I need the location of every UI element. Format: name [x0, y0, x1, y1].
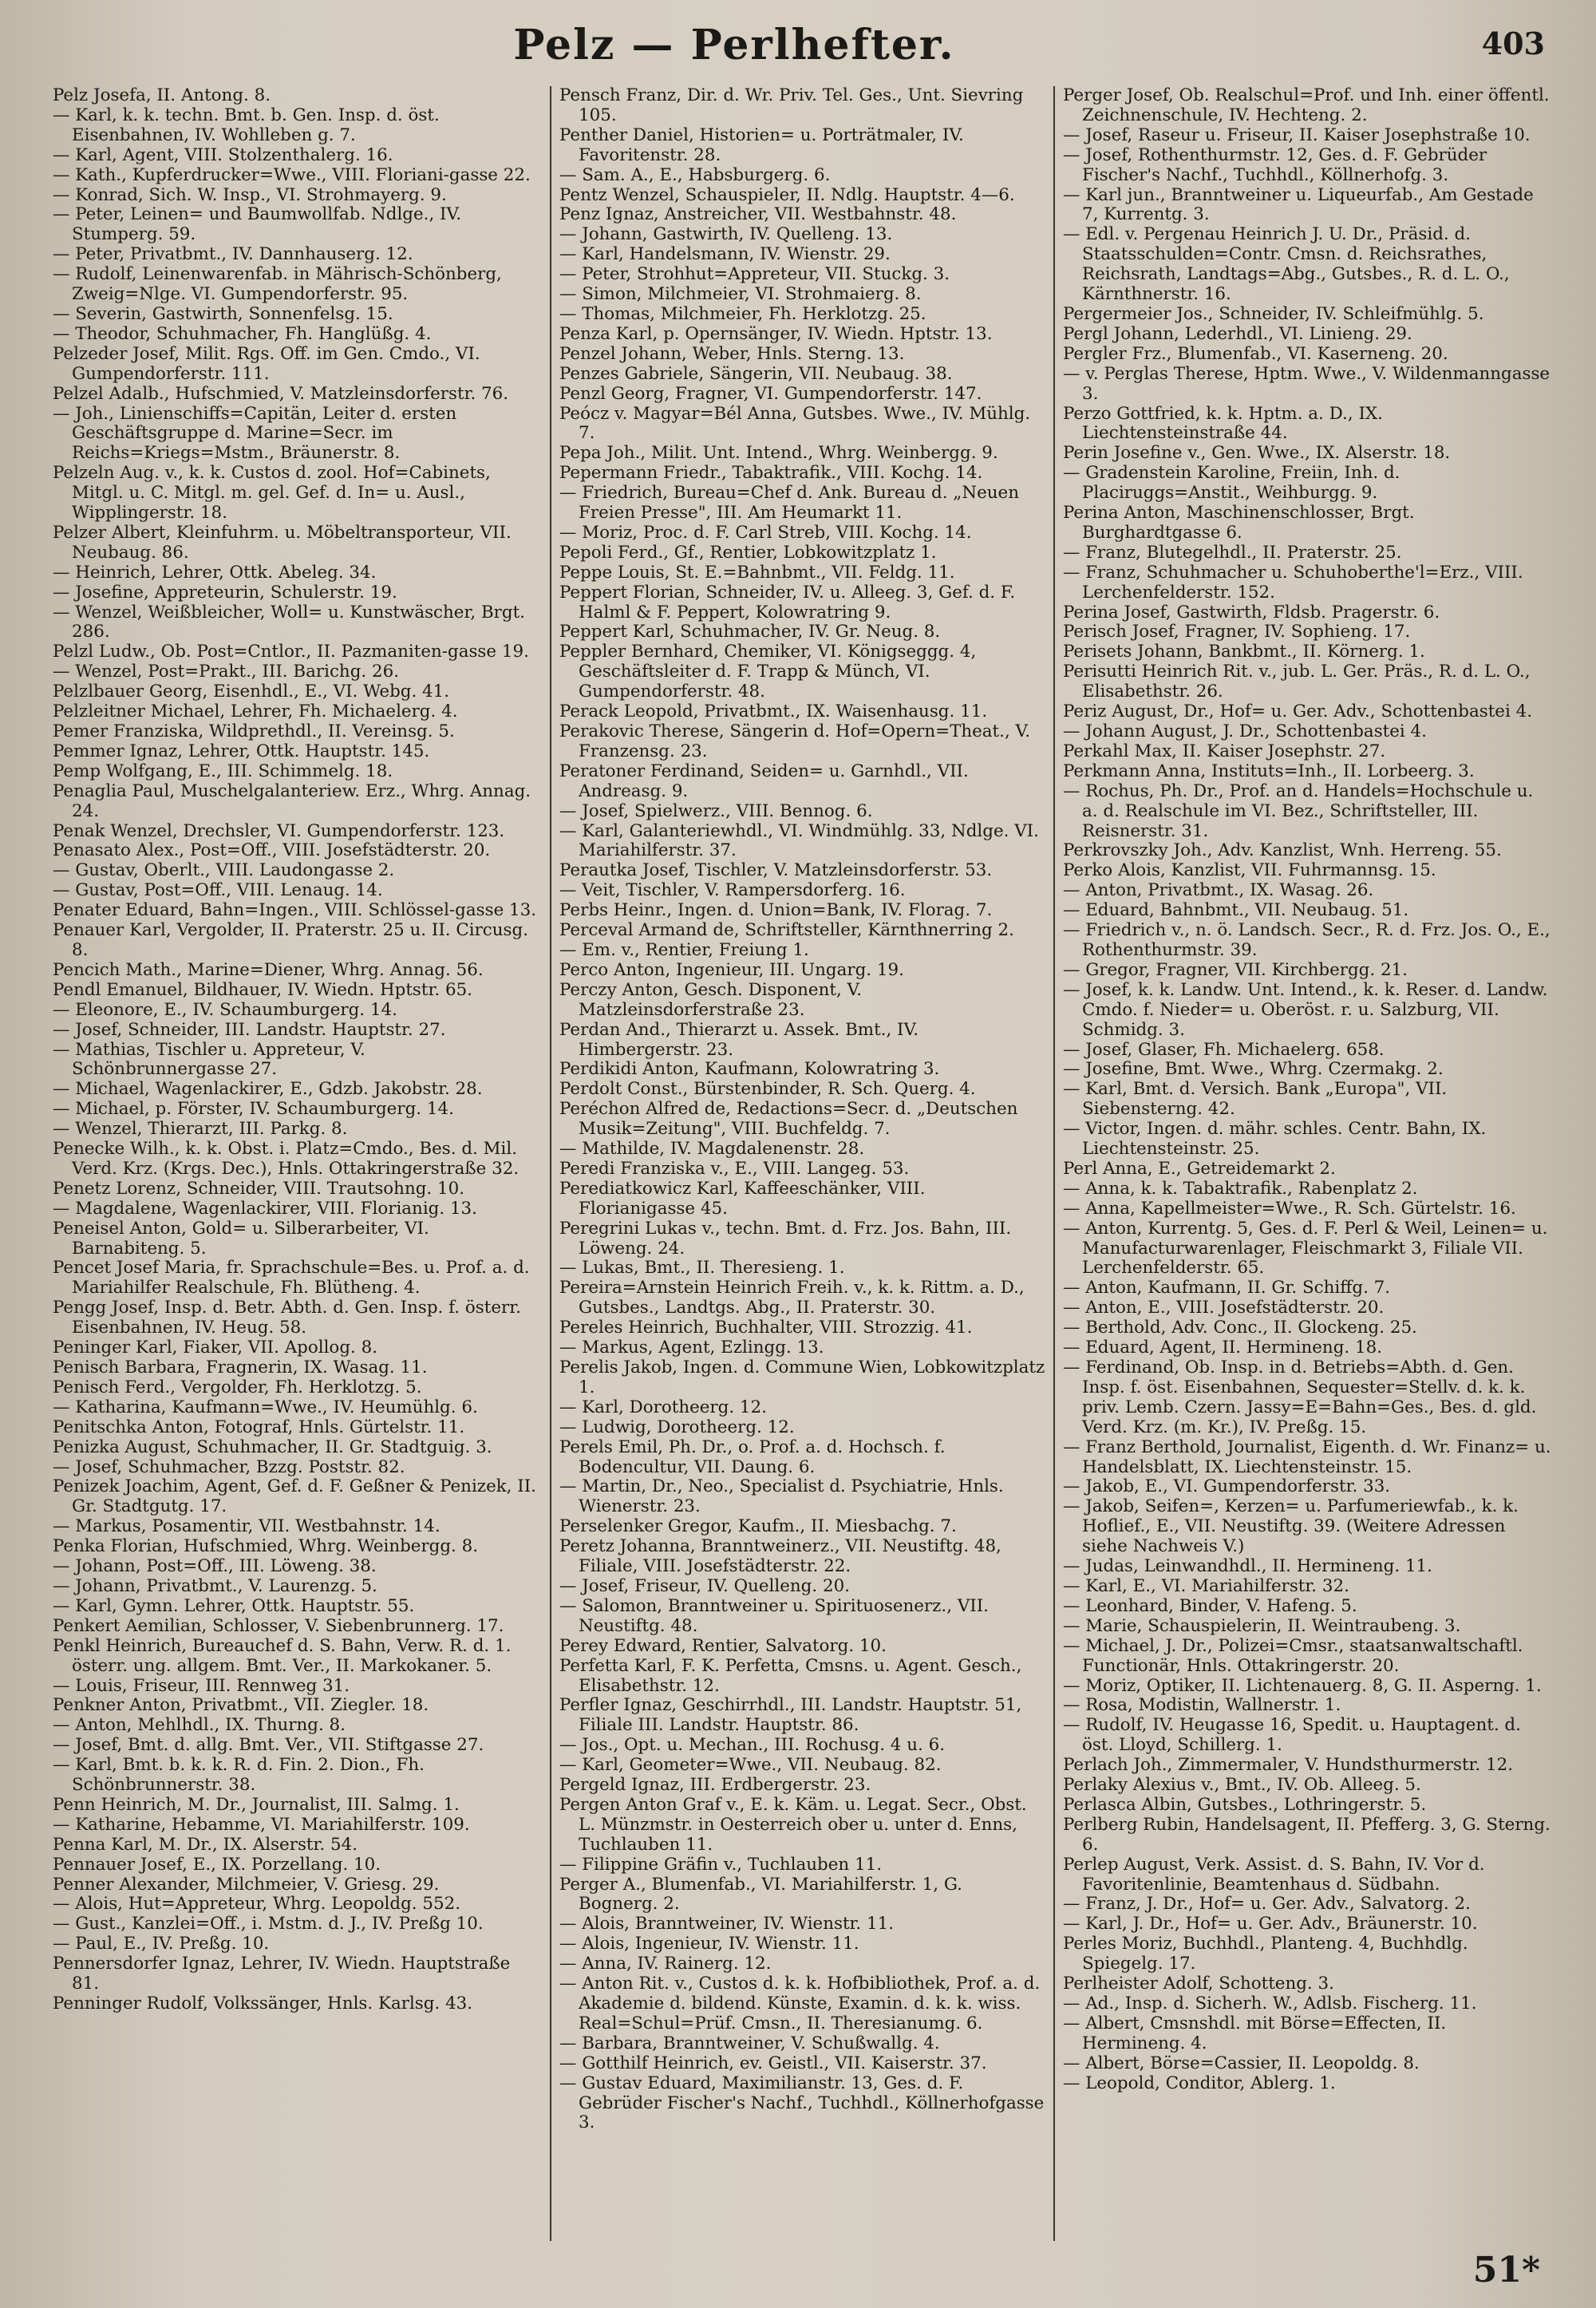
- directory-entry: Pencich Math., Marine=Diener, Whrg. Annag. 56.: [53, 959, 484, 980]
- directory-entry: Perlheister Adolf, Schotteng. 3.: [1063, 1974, 1334, 1994]
- directory-entry: Pendl Emanuel, Bildhauer, IV. Wiedn. Hptstr. 65.: [53, 979, 472, 1000]
- directory-entry: — Karl, Gymn. Lehrer, Ottk. Hauptstr. 55.: [53, 1595, 415, 1616]
- directory-entry: — Franz, Schuhmacher u. Schuhoberthe'l=Erz., VIII. Lerchenfelderstr. 152.: [1063, 562, 1523, 603]
- directory-entry: Perl Anna, E., Getreidemarkt 2.: [1063, 1158, 1336, 1179]
- directory-entry: Perlberg Rubin, Handelsagent, II. Pfefferg. 3, G. Sterng. 6.: [1063, 1814, 1551, 1855]
- directory-entry: Pergl Johann, Lederhdl., VI. Linieng. 29.: [1063, 323, 1412, 344]
- directory-entry: Perczy Anton, Gesch. Disponent, V. Matzleinsdorferstraße 23.: [559, 979, 863, 1020]
- directory-entry: — Salomon, Branntweiner u. Spirituosenerz., VII. Neustiftg. 48.: [559, 1595, 989, 1636]
- directory-entry: Perlach Joh., Zimmermaler, V. Hundsthurmerstr. 12.: [1063, 1755, 1514, 1776]
- directory-entry: Perlaky Alexius v., Bmt., IV. Ob. Alleeg. 5.: [1063, 1775, 1421, 1796]
- directory-entry: Peredi Franziska v., E., VIII. Langeg. 53.: [559, 1158, 910, 1179]
- directory-entry: Peninger Karl, Fiaker, VII. Apollog. 8.: [53, 1338, 378, 1358]
- directory-entry: Pelzlbauer Georg, Eisenhdl., E., VI. Webg. 41.: [53, 682, 450, 702]
- directory-entry: — Franz, J. Dr., Hof= u. Ger. Adv., Salvatorg. 2.: [1063, 1894, 1471, 1915]
- directory-entry: — Martin, Dr., Neo., Specialist d. Psychiatrie, Hnls. Wienerstr. 23.: [559, 1476, 1004, 1517]
- directory-entry: — Peter, Privatbmt., IV. Dannhauserg. 12.: [53, 244, 413, 265]
- directory-columns: [45, 86, 1561, 2241]
- directory-entry: Penninger Rudolf, Volkssänger, Hnls. Karlsg. 43.: [53, 1994, 473, 2014]
- directory-entry: — Leopold, Conditor, Ablerg. 1.: [1063, 2073, 1336, 2093]
- page-number: 403: [1481, 26, 1545, 61]
- sheet-signature: 51*: [1472, 2250, 1540, 2290]
- directory-entry: — Eduard, Bahnbmt., VII. Neubaug. 51.: [1063, 900, 1409, 921]
- directory-entry: Perco Anton, Ingenieur, III. Ungarg. 19.: [559, 959, 904, 980]
- directory-entry: Penz Ignaz, Anstreicher, VII. Westbahnstr. 48.: [559, 204, 957, 225]
- directory-entry: — Thomas, Milchmeier, Fh. Herklotzg. 25.: [559, 303, 926, 324]
- directory-entry: — Severin, Gastwirth, Sonnenfelsg. 15.: [53, 303, 393, 324]
- directory-entry: — Friedrich v., n. ö. Landsch. Secr., R. d. Frz. Jos. O., E., Rothenthurmstr. 39.: [1063, 920, 1551, 960]
- directory-entry: — Karl, E., VI. Mariahilferstr. 32.: [1063, 1575, 1349, 1596]
- directory-entry: — Gustav Eduard, Maximilianstr. 13, Ges. d. F. Gebrüder Fischer's Nachf., Tuchhdl., Köllnerhofgasse 3.: [559, 2073, 1045, 2133]
- directory-entry: Penater Eduard, Bahn=Ingen., VIII. Schlössel-gasse 13.: [53, 900, 537, 921]
- directory-entry: — Josefine, Appreteurin, Schulerstr. 19.: [53, 582, 397, 603]
- directory-entry: Perfetta Karl, F. K. Perfetta, Cmsns. u. Agent. Gesch., Elisabethstr. 12.: [559, 1655, 1022, 1696]
- directory-entry: Penn Heinrich, M. Dr., Journalist, III. Salmg. 1.: [53, 1794, 460, 1815]
- directory-entry: Peppert Florian, Schneider, IV. u. Alleeg. 3, Gef. d. F. Halml & F. Peppert, Kolowratring 9.: [559, 582, 1016, 622]
- directory-entry: Penka Florian, Hufschmied, Whrg. Weinbergg. 8.: [53, 1536, 479, 1557]
- directory-entry: — Kath., Kupferdrucker=Wwe., VIII. Floriani-gasse 22.: [53, 164, 531, 185]
- directory-entry: — Judas, Leinwandhdl., II. Hermineng. 11.: [1063, 1556, 1432, 1577]
- directory-entry: Pelz Josefa, II. Antong. 8.: [53, 86, 271, 105]
- directory-entry: Pennersdorfer Ignaz, Lehrer, IV. Wiedn. Hauptstraße 81.: [53, 1954, 511, 1994]
- directory-entry: Penkert Aemilian, Schlosser, V. Siebenbrunnerg. 17.: [53, 1615, 504, 1636]
- directory-entry: — Josef, Schuhmacher, Bzzg. Poststr. 82.: [53, 1456, 405, 1477]
- directory-entry: Pennauer Josef, E., IX. Porzellang. 10.: [53, 1854, 381, 1875]
- directory-entry: Perbs Heinr., Ingen. d. Union=Bank, IV. Florag. 7.: [559, 900, 993, 921]
- directory-entry: — Josefine, Bmt. Wwe., Whrg. Czermakg. 2.: [1063, 1059, 1444, 1080]
- directory-entry: — Alois, Hut=Appreteur, Whrg. Leopoldg. 552.: [53, 1894, 460, 1915]
- directory-entry: Peócz v. Magyar=Bél Anna, Gutsbes. Wwe., IV. Mühlg. 7.: [559, 403, 1031, 444]
- directory-entry: Pepoli Ferd., Gf., Rentier, Lobkowitzplatz 1.: [559, 542, 937, 563]
- directory-entry: Perisch Josef, Fragner, IV. Sophieng. 17.: [1063, 622, 1411, 642]
- directory-entry: — Josef, Schneider, III. Landstr. Hauptstr. 27.: [53, 1019, 446, 1040]
- directory-entry: — Jos., Opt. u. Mechan., III. Rochusg. 4 u. 6.: [559, 1735, 945, 1756]
- column-right: [1055, 86, 1560, 2241]
- directory-entry: Penizek Joachim, Agent, Gef. d. F. Geßner & Penizek, II. Gr. Stadtgutg. 17.: [53, 1476, 536, 1517]
- directory-entry: Peppler Bernhard, Chemiker, VI. Königseggg. 4, Geschäftsleiter d. F. Trapp & Münch, VI. Gumpendorferstr. 48.: [559, 642, 977, 702]
- directory-entry: Penzel Johann, Weber, Hnls. Sterng. 13.: [559, 343, 905, 364]
- directory-entry: — Anna, IV. Rainerg. 12.: [559, 1954, 772, 1974]
- directory-entry: — Wenzel, Weißbleicher, Woll= u. Kunstwäscher, Brgt. 286.: [53, 602, 525, 642]
- directory-entry: — Markus, Posamentir, VII. Westbahnstr. 14.: [53, 1516, 440, 1537]
- directory-entry: — Josef, k. k. Landw. Unt. Intend., k. k. Reser. d. Landw. Cmdo. f. Nieder= u. Oberöst. r. u. Salzburg, VII. Schmidg. 3.: [1063, 979, 1548, 1040]
- directory-entry: Penther Daniel, Historien= u. Porträtmaler, IV. Favoritenstr. 28.: [559, 124, 964, 165]
- directory-entry: Penaglia Paul, Muschelgalanteriew. Erz., Whrg. Annag. 24.: [53, 781, 531, 821]
- directory-entry: Peretz Johanna, Branntweinerz., VII. Neustiftg. 48, Filiale, VIII. Josefstädterstr. 22.: [559, 1536, 1001, 1577]
- directory-entry: Perselenker Gregor, Kaufm., II. Miesbachg. 7.: [559, 1516, 957, 1537]
- directory-entry: Perakovic Therese, Sängerin d. Hof=Opern=Theat., V. Franzensg. 23.: [559, 721, 1031, 761]
- directory-entry: — Rosa, Modistin, Wallnerstr. 1.: [1063, 1695, 1341, 1716]
- directory-entry: — Veit, Tischler, V. Rampersdorferg. 16.: [559, 880, 906, 901]
- directory-entry: Pepermann Friedr., Tabaktrafik., VIII. Kochg. 14.: [559, 463, 983, 484]
- directory-entry: Perina Anton, Maschinenschlosser, Brgt. Burghardtgasse 6.: [1063, 503, 1415, 543]
- directory-entry: — Barbara, Branntweiner, V. Schußwallg. 4.: [559, 2033, 940, 2053]
- directory-entry: — Theodor, Schuhmacher, Fh. Hanglüßg. 4.: [53, 323, 432, 344]
- directory-entry: Perfler Ignaz, Geschirrhdl., III. Landstr. Hauptstr. 51, Filiale III. Landstr. Hauptstr. 86.: [559, 1695, 1022, 1736]
- directory-entry: — Gregor, Fragner, VII. Kirchbergg. 21.: [1063, 959, 1408, 980]
- directory-entry: — Katharina, Kaufmann=Wwe., IV. Heumühlg. 6.: [53, 1397, 478, 1417]
- directory-entry: Penitschka Anton, Fotograf, Hnls. Gürtelstr. 11.: [53, 1417, 465, 1437]
- directory-entry: — Albert, Cmsnshdl. mit Börse=Effecten, II. Hermineng. 4.: [1063, 2013, 1447, 2053]
- directory-entry: — Anna, Kapellmeister=Wwe., R. Sch. Gürtelstr. 16.: [1063, 1198, 1516, 1219]
- page-title: Pelz — Perlhefter.: [513, 21, 955, 69]
- directory-entry: — Ludwig, Dorotheerg. 12.: [559, 1417, 795, 1437]
- directory-entry: — Karl, Handelsmann, IV. Wienstr. 29.: [559, 244, 891, 265]
- directory-entry: — Josef, Glaser, Fh. Michaelerg. 658.: [1063, 1039, 1385, 1060]
- directory-entry: — Anna, k. k. Tabaktrafik., Rabenplatz 2.: [1063, 1178, 1418, 1199]
- directory-entry: — Karl, k. k. techn. Bmt. b. Gen. Insp. d. öst. Eisenbahnen, IV. Wohlleben g. 7.: [53, 105, 440, 145]
- directory-entry: Pengg Josef, Insp. d. Betr. Abth. d. Gen. Insp. f. österr. Eisenbahnen, IV. Heug. 58.: [53, 1298, 521, 1338]
- directory-entry: Pergeld Ignaz, III. Erdbergerstr. 23.: [559, 1775, 871, 1796]
- directory-entry: — Alois, Ingenieur, IV. Wienstr. 11.: [559, 1934, 859, 1954]
- directory-entry: — Ferdinand, Ob. Insp. in d. Betriebs=Abth. d. Gen. Insp. f. öst. Eisenbahnen, Sequester=Stellv. d. k. k. priv. Lemb. Czern. Jassy=E=Bahn=Ges., Bes. d. gld. Verd. Krz. (m. Kr.), IV. Preßg. 15.: [1063, 1358, 1537, 1437]
- directory-entry: Perisets Johann, Bankbmt., II. Körnerg. 1.: [1063, 642, 1425, 662]
- directory-entry: Pergermeier Jos., Schneider, IV. Schleifmühlg. 5.: [1063, 303, 1484, 324]
- directory-entry: Peneisel Anton, Gold= u. Silberarbeiter, VI. Barnabiteng. 5.: [53, 1218, 429, 1259]
- directory-entry: — Peter, Leinen= und Baumwollfab. Ndlge., IV. Stumperg. 59.: [53, 204, 462, 245]
- directory-entry: — Mathilde, IV. Magdalenenstr. 28.: [559, 1139, 865, 1160]
- directory-entry: — Rochus, Ph. Dr., Prof. an d. Handels=Hochschule u. a. d. Realschule im VI. Bez., Schriftsteller, III. Reisnerstr. 31.: [1063, 781, 1534, 841]
- directory-entry: — Anton Rit. v., Custos d. k. k. Hofbibliothek, Prof. a. d. Akademie d. bildend. Künste, Examin. d. k. k. wiss. Real=Schul=Prüf. Cmsn., II. Theresianumg. 6.: [559, 1974, 1041, 2033]
- directory-entry: — Karl, Galanteriewhdl., VI. Windmühlg. 33, Ndlge. VI. Mariahilferstr. 37.: [559, 820, 1039, 861]
- directory-entry: — Gust., Kanzlei=Off., i. Mstm. d. J., IV. Preßg 10.: [53, 1914, 484, 1935]
- directory-entry: Perdolt Const., Bürstenbinder, R. Sch. Querg. 4.: [559, 1079, 976, 1100]
- directory-entry: Peréchon Alfred de, Redactions=Secr. d. „Deutschen Musik=Zeitung", VIII. Buchfeldg. 7.: [559, 1099, 1018, 1140]
- directory-entry: Perkahl Max, II. Kaiser Josephstr. 27.: [1063, 741, 1386, 761]
- directory-entry: — Simon, Milchmeier, VI. Strohmaierg. 8.: [559, 284, 922, 305]
- directory-entry: Pelzel Adalb., Hufschmied, V. Matzleinsdorferstr. 76.: [53, 383, 509, 404]
- directory-entry: Perkrovszky Joh., Adv. Kanzlist, Wnh. Herreng. 55.: [1063, 840, 1502, 861]
- directory-entry: Perels Emil, Ph. Dr., o. Prof. a. d. Hochsch. f. Bodencultur, VII. Daung. 6.: [559, 1437, 946, 1477]
- directory-entry: — Konrad, Sich. W. Insp., VI. Strohmayerg. 9.: [53, 184, 447, 205]
- directory-entry: — Anton, Privatbmt., IX. Wasag. 26.: [1063, 880, 1374, 901]
- directory-entry: Perko Alois, Kanzlist, VII. Fuhrmannsg. 15.: [1063, 860, 1436, 881]
- column-middle: [550, 86, 1055, 2241]
- directory-entry: — Ad., Insp. d. Sicherh. W., Adlsb. Fischerg. 11.: [1063, 1994, 1477, 2014]
- directory-entry: Perey Edward, Rentier, Salvatorg. 10.: [559, 1635, 887, 1656]
- directory-entry: — Johann, Post=Off., III. Löweng. 38.: [53, 1556, 377, 1577]
- directory-entry: — Peter, Strohhut=Appreteur, VII. Stuckg. 3.: [559, 264, 950, 285]
- directory-entry: — Berthold, Adv. Conc., II. Glockeng. 25.: [1063, 1318, 1417, 1338]
- directory-entry: Perlep August, Verk. Assist. d. S. Bahn, IV. Vor d. Favoritenlinie, Beamtenhaus d. Südbahn.: [1063, 1854, 1485, 1895]
- directory-entry: Pelzeln Aug. v., k. k. Custos d. zool. Hof=Cabinets, Mitgl. u. C. Mitgl. m. gel. Gef. d. In= u. Ausl., Wipplingerstr. 18.: [53, 463, 491, 524]
- directory-entry: — Anton, Kaufmann, II. Gr. Schiffg. 7.: [1063, 1278, 1391, 1298]
- directory-entry: Perelis Jakob, Ingen. d. Commune Wien, Lobkowitzplatz 1.: [559, 1358, 1045, 1397]
- directory-entry: — Friedrich, Bureau=Chef d. Ank. Bureau d. „Neuen Freien Presse", III. Am Heumarkt 11.: [559, 483, 1019, 524]
- directory-entry: — Alois, Branntweiner, IV. Wienstr. 11.: [559, 1914, 895, 1935]
- directory-entry: — Em. v., Rentier, Freiung 1.: [559, 939, 809, 960]
- directory-entry: Penisch Ferd., Vergolder, Fh. Herklotzg. 5.: [53, 1377, 422, 1397]
- directory-entry: — Eleonore, E., IV. Schaumburgerg. 14.: [53, 999, 397, 1020]
- directory-entry: Peratoner Ferdinand, Seiden= u. Garnhdl., VII. Andreasg. 9.: [559, 761, 969, 801]
- directory-entry: Penza Karl, p. Opernsänger, IV. Wiedn. Hptstr. 13.: [559, 323, 993, 344]
- directory-entry: Perdan And., Thierarzt u. Assek. Bmt., IV. Himbergerstr. 23.: [559, 1019, 919, 1060]
- directory-entry: — Gustav, Oberlt., VIII. Laudongasse 2.: [53, 860, 395, 881]
- directory-entry: Perceval Armand de, Schriftsteller, Kärnthnerring 2.: [559, 920, 1014, 941]
- directory-entry: Pergler Frz., Blumenfab., VI. Kaserneng. 20.: [1063, 343, 1448, 364]
- directory-entry: Perkmann Anna, Instituts=Inh., II. Lorbeerg. 3.: [1063, 761, 1475, 781]
- directory-entry: Penasato Alex., Post=Off., VIII. Josefstädterstr. 20.: [53, 840, 491, 861]
- directory-entry: — Josef, Raseur u. Friseur, II. Kaiser Josephstraße 10.: [1063, 124, 1531, 145]
- directory-entry: Periz August, Dr., Hof= u. Ger. Adv., Schottenbastei 4.: [1063, 701, 1533, 722]
- directory-entry: — Franz, Blutegelhdl., II. Praterstr. 25.: [1063, 542, 1402, 563]
- directory-entry: Perina Josef, Gastwirth, Fldsb. Pragerstr. 6.: [1063, 602, 1440, 622]
- directory-entry: Pentz Wenzel, Schauspieler, II. Ndlg. Hauptstr. 4—6.: [559, 184, 1015, 205]
- directory-entry: Pemp Wolfgang, E., III. Schimmelg. 18.: [53, 761, 393, 781]
- column-left: [45, 86, 550, 2241]
- directory-entry: — Wenzel, Thierarzt, III. Parkg. 8.: [53, 1119, 348, 1140]
- directory-entry: Penecke Wilh., k. k. Obst. i. Platz=Cmdo., Bes. d. Mil. Verd. Krz. (Krgs. Dec.), Hnls. Ottakringerstraße 32.: [53, 1139, 519, 1179]
- directory-entry: — Leonhard, Binder, V. Hafeng. 5.: [1063, 1595, 1357, 1616]
- directory-entry: — Victor, Ingen. d. mähr. schles. Centr. Bahn, IX. Liechtensteinstr. 25.: [1063, 1119, 1487, 1160]
- directory-entry: — Heinrich, Lehrer, Ottk. Abeleg. 34.: [53, 562, 377, 583]
- directory-entry: Pelzl Ludw., Ob. Post=Cntlor., II. Pazmaniten-gasse 19.: [53, 642, 529, 662]
- directory-entry: — Albert, Börse=Cassier, II. Leopoldg. 8.: [1063, 2053, 1420, 2073]
- directory-entry: — Johann, Gastwirth, IV. Quelleng. 13.: [559, 224, 893, 245]
- directory-entry: Perles Moriz, Buchhdl., Planteng. 4, Buchhdlg. Spiegelg. 17.: [1063, 1934, 1468, 1974]
- directory-entry: — Karl, J. Dr., Hof= u. Ger. Adv., Bräunerstr. 10.: [1063, 1914, 1478, 1935]
- directory-entry: — Sam. A., E., Habsburgerg. 6.: [559, 164, 831, 185]
- directory-entry: — Gustav, Post=Off., VIII. Lenaug. 14.: [53, 880, 383, 901]
- directory-entry: — Karl, Dorotheerg. 12.: [559, 1397, 767, 1417]
- directory-entry: Perin Josefine v., Gen. Wwe., IX. Alserstr. 18.: [1063, 443, 1451, 464]
- directory-entry: — Franz Berthold, Journalist, Eigenth. d. Wr. Finanz= u. Handelsblatt, IX. Liechtensteinstr. 15.: [1063, 1437, 1551, 1477]
- directory-entry: Pereira=Arnstein Heinrich Freih. v., k. k. Rittm. a. D., Gutsbes., Landtgs. Abg., II. Praterstr. 30.: [559, 1278, 1025, 1318]
- directory-entry: Penzl Georg, Fragner, VI. Gumpendorferstr. 147.: [559, 383, 982, 404]
- directory-entry: — Michael, J. Dr., Polizei=Cmsr., staatsanwaltschaftl. Functionär, Hnls. Ottakringerstr. 20.: [1063, 1635, 1523, 1676]
- directory-entry: — Gradenstein Karoline, Freiin, Inh. d. Placiruggs=Anstit., Weihburgg. 9.: [1063, 463, 1400, 504]
- directory-entry: — Katharine, Hebamme, VI. Mariahilferstr. 109.: [53, 1814, 470, 1835]
- directory-entry: Pelzeder Josef, Milit. Rgs. Off. im Gen. Cmdo., VI. Gumpendorferstr. 111.: [53, 343, 480, 384]
- directory-entry: Penzes Gabriele, Sängerin, VII. Neubaug. 38.: [559, 363, 953, 384]
- directory-entry: Pelzleitner Michael, Lehrer, Fh. Michaelerg. 4.: [53, 701, 458, 722]
- directory-entry: — Josef, Spielwerz., VIII. Bennog. 6.: [559, 800, 873, 821]
- directory-entry: Perger A., Blumenfab., VI. Mariahilferstr. 1, G. Bognerg. 2.: [559, 1874, 962, 1915]
- directory-entry: — Johann August, J. Dr., Schottenbastei 4.: [1063, 721, 1427, 741]
- directory-entry: — Jakob, E., VI. Gumpendorferstr. 33.: [1063, 1476, 1391, 1497]
- directory-entry: — Paul, E., IV. Preßg. 10.: [53, 1934, 270, 1954]
- directory-entry: — Lukas, Bmt., II. Theresieng. 1.: [559, 1258, 845, 1278]
- directory-entry: Penkner Anton, Privatbmt., VII. Ziegler. 18.: [53, 1695, 429, 1716]
- directory-entry: Perlasca Albin, Gutsbes., Lothringerstr. 5.: [1063, 1794, 1427, 1815]
- directory-entry: — Karl, Geometer=Wwe., VII. Neubaug. 82.: [559, 1755, 942, 1776]
- directory-entry: — Moriz, Optiker, II. Lichtenauerg. 8, G. II. Asperng. 1.: [1063, 1675, 1542, 1696]
- directory-entry: — Anton, Mehlhdl., IX. Thurng. 8.: [53, 1715, 346, 1736]
- directory-entry: Penak Wenzel, Drechsler, VI. Gumpendorferstr. 123.: [53, 820, 505, 841]
- directory-entry: Perdikidi Anton, Kaufmann, Kolowratring 3.: [559, 1059, 940, 1080]
- directory-entry: Pelzer Albert, Kleinfuhrm. u. Möbeltransporteur, VII. Neubaug. 86.: [53, 522, 512, 563]
- directory-entry: — Josef, Rothenthurmstr. 12, Ges. d. F. Gebrüder Fischer's Nachf., Tuchhdl., Köllnerhofg. 3.: [1063, 144, 1487, 185]
- directory-entry: — v. Perglas Therese, Hptm. Wwe., V. Wildenmanngasse 3.: [1063, 363, 1551, 404]
- directory-entry: — Magdalene, Wagenlackirer, VIII. Florianig. 13.: [53, 1198, 477, 1219]
- directory-entry: — Karl, Bmt. d. Versich. Bank „Europa", VII. Siebensterng. 42.: [1063, 1079, 1448, 1120]
- directory-entry: — Rudolf, Leinenwarenfab. in Mährisch-Schönberg, Zweig=Nlge. VI. Gumpendorferstr. 95.: [53, 264, 502, 305]
- directory-entry: Pencet Josef Maria, fr. Sprachschule=Bes. u. Prof. a. d. Mariahilfer Realschule, Fh. Blütheng. 4.: [53, 1258, 530, 1298]
- directory-entry: — Marie, Schauspielerin, II. Weintraubeng. 3.: [1063, 1615, 1461, 1636]
- directory-entry: — Edl. v. Pergenau Heinrich J. U. Dr., Präsid. d. Staatsschulden=Contr. Cmsn. d. Reichsrathes, Reichsrath, Landtags=Abg., Gutsbes., R. d. L. O., Kärnthnerstr. 16.: [1063, 224, 1510, 305]
- directory-entry: — Karl, Bmt. b. k. k. R. d. Fin. 2. Dion., Fh. Schönbrunnerstr. 38.: [53, 1755, 425, 1796]
- directory-entry: — Wenzel, Post=Prakt., III. Barichg. 26.: [53, 662, 400, 682]
- directory-entry: — Jakob, Seifen=, Kerzen= u. Parfumeriewfab., k. k. Hoflief., E., VII. Neustiftg. 39. (Weitere Adressen siehe Nachweis V.): [1063, 1496, 1519, 1557]
- directory-entry: — Karl jun., Branntweiner u. Liqueurfab., Am Gestade 7, Kurrentg. 3.: [1063, 184, 1534, 225]
- directory-entry: — Michael, Wagenlackirer, E., Gdzb. Jakobstr. 28.: [53, 1079, 483, 1100]
- directory-entry: Pereles Heinrich, Buchhalter, VIII. Strozzig. 41.: [559, 1318, 973, 1338]
- directory-entry: — Gotthilf Heinrich, ev. Geistl., VII. Kaiserstr. 37.: [559, 2053, 987, 2073]
- directory-entry: Penkl Heinrich, Bureauchef d. S. Bahn, Verw. R. d. 1. österr. ung. allgem. Bmt. Ver., II. Markokaner. 5.: [53, 1635, 512, 1676]
- directory-entry: — Mathias, Tischler u. Appreteur, V. Schönbrunnergasse 27.: [53, 1039, 365, 1080]
- directory-entry: — Eduard, Agent, II. Hermineng. 18.: [1063, 1338, 1382, 1358]
- directory-entry: Penizka August, Schuhmacher, II. Gr. Stadtguig. 3.: [53, 1437, 492, 1457]
- directory-entry: — Joh., Linienschiffs=Capitän, Leiter d. ersten Geschäftsgruppe d. Marine=Secr. im Reichs=Kriegs=Mstm., Bräunerstr. 8.: [53, 403, 457, 464]
- directory-entry: — Louis, Friseur, III. Rennweg 31.: [53, 1675, 350, 1696]
- directory-entry: Pergen Anton Graf v., E. k. Käm. u. Legat. Secr., Obst. L. Münzmstr. in Oesterreich ober u. unter d. Enns, Tuchlauben 11.: [559, 1794, 1027, 1855]
- directory-entry: — Filippine Gräfin v., Tuchlauben 11.: [559, 1854, 882, 1875]
- directory-entry: — Josef, Friseur, IV. Quelleng. 20.: [559, 1575, 850, 1596]
- directory-entry: — Johann, Privatbmt., V. Laurenzg. 5.: [53, 1575, 377, 1596]
- page-header: [0, 14, 1596, 86]
- directory-entry: — Rudolf, IV. Heugasse 16, Spedit. u. Hauptagent. d. öst. Lloyd, Schillerg. 1.: [1063, 1715, 1521, 1756]
- directory-entry: Perger Josef, Ob. Realschul=Prof. und Inh. einer öffentl. Zeichnenschule, IV. Hechteng. 2.: [1063, 86, 1550, 125]
- directory-entry: — Anton, Kurrentg. 5, Ges. d. F. Perl & Weil, Leinen= u. Manufacturwarenlager, Fleischmarkt 3, Filiale VII. Lerchenfelderstr. 65.: [1063, 1218, 1548, 1278]
- directory-entry: — Karl, Agent, VIII. Stolzenthalerg. 16.: [53, 144, 393, 165]
- directory-entry: Pensch Franz, Dir. d. Wr. Priv. Tel. Ges., Unt. Sievring 105.: [559, 86, 1024, 125]
- directory-entry: Penna Karl, M. Dr., IX. Alserstr. 54.: [53, 1834, 358, 1855]
- directory-entry: — Moriz, Proc. d. F. Carl Streb, VIII. Kochg. 14.: [559, 522, 972, 543]
- directory-entry: Perautka Josef, Tischler, V. Matzleinsdorferstr. 53.: [559, 860, 993, 881]
- directory-entry: — Anton, E., VIII. Josefstädterstr. 20.: [1063, 1298, 1385, 1318]
- directory-entry: Penauer Karl, Vergolder, II. Praterstr. 25 u. II. Circusg. 8.: [53, 920, 529, 960]
- directory-entry: — Michael, p. Förster, IV. Schaumburgerg. 14.: [53, 1099, 454, 1120]
- directory-entry: Perediatkowicz Karl, Kaffeeschänker, VIII. Florianigasse 45.: [559, 1178, 926, 1219]
- directory-entry: Perisutti Heinrich Rit. v., jub. L. Ger. Präs., R. d. L. O., Elisabethstr. 26.: [1063, 662, 1531, 702]
- directory-entry: Perack Leopold, Privatbmt., IX. Waisenhausg. 11.: [559, 701, 988, 722]
- directory-entry: Pemer Franziska, Wildprethdl., II. Vereinsg. 5.: [53, 721, 455, 741]
- directory-entry: Perzo Gottfried, k. k. Hptm. a. D., IX. Liechtensteinstraße 44.: [1063, 403, 1383, 444]
- directory-entry: Pemmer Ignaz, Lehrer, Ottk. Hauptstr. 145.: [53, 741, 430, 761]
- directory-entry: Penner Alexander, Milchmeier, V. Griesg. 29.: [53, 1874, 440, 1895]
- directory-entry: Pepa Joh., Milit. Unt. Intend., Whrg. Weinbergg. 9.: [559, 443, 998, 464]
- directory-entry: Peregrini Lukas v., techn. Bmt. d. Frz. Jos. Bahn, III. Löweng. 24.: [559, 1218, 1012, 1259]
- directory-entry: — Markus, Agent, Ezlingg. 13.: [559, 1338, 824, 1358]
- directory-entry: — Josef, Bmt. d. allg. Bmt. Ver., VII. Stiftgasse 27.: [53, 1735, 484, 1756]
- directory-entry: Penetz Lorenz, Schneider, VIII. Trautsohng. 10.: [53, 1178, 465, 1199]
- directory-entry: Peppert Karl, Schuhmacher, IV. Gr. Neug. 8.: [559, 622, 941, 642]
- directory-entry: Peppe Louis, St. E.=Bahnbmt., VII. Feldg. 11.: [559, 562, 955, 583]
- directory-entry: Penisch Barbara, Fragnerin, IX. Wasag. 11.: [53, 1358, 428, 1377]
